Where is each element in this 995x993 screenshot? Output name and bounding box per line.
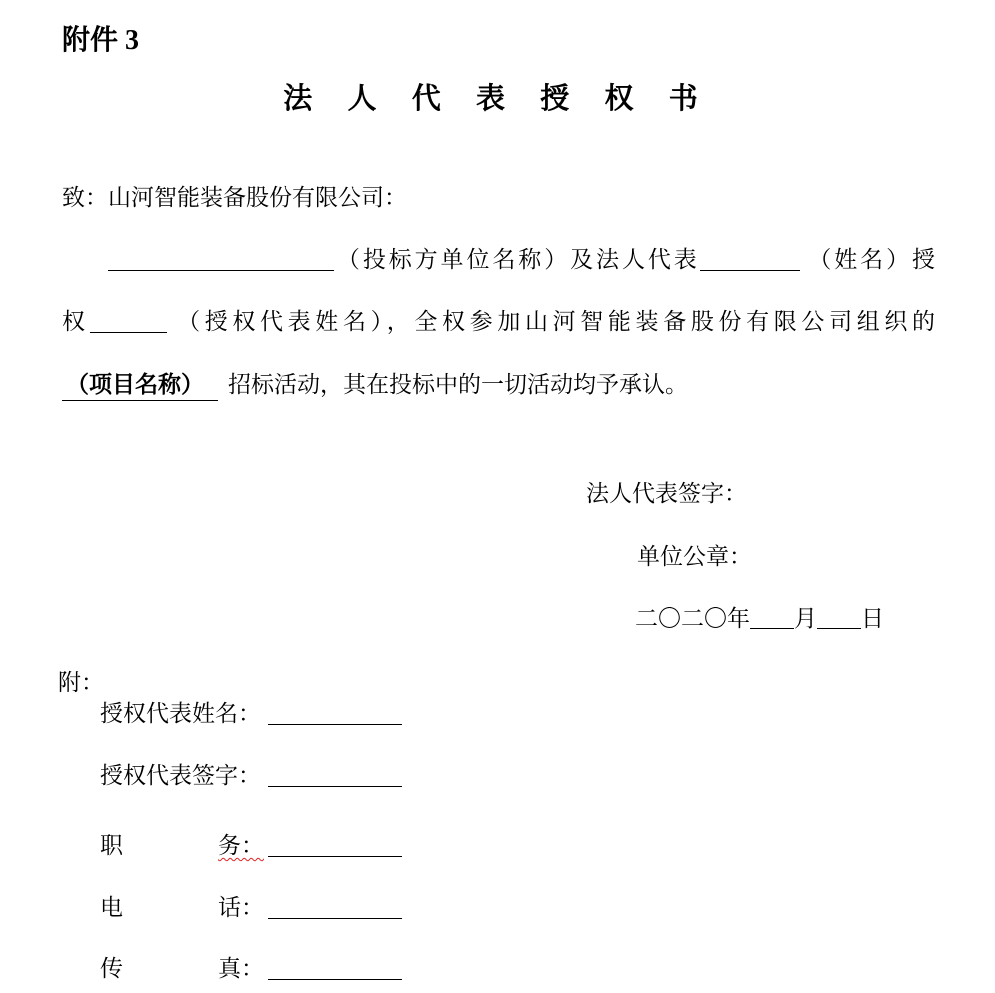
attachment-label: 附件 3 [62,25,140,56]
paragraph-line-2-text-2: （授权代表姓名），全权参加山河智能装备股份有限公司组织的 [177,309,936,334]
fill-blank-authorized-rep-name [90,314,167,333]
appendix-item-label-first: 职 [100,833,123,858]
appendix-item-fax [100,954,402,984]
fill-blank-fax [268,961,402,980]
paragraph-line-3 [62,370,935,400]
appendix-item-rep-signature [100,761,402,791]
fill-blank-job-title [268,838,402,857]
date-line [635,605,884,633]
fill-blank-bidder-name [108,252,334,271]
paragraph-line-2-text-1: 权 [62,309,90,334]
document-title: 法 人 代 表 授 权 书 [283,83,712,115]
appendix-heading: 附： [58,670,104,695]
fill-blank-rep-signature [268,768,402,787]
company-seal-label: 单位公章： [637,544,752,569]
project-name-field: （项目名称） [62,372,218,401]
appendix-item-phone [100,893,402,923]
appendix-item-job-title [100,831,402,861]
paragraph-line-2 [62,307,935,337]
paragraph-line-1 [62,245,935,275]
appendix-item-label-second: 话： [218,895,264,920]
paragraph-line-1-text-2: （姓名）授 [808,247,936,272]
date-month-label: 月 [794,606,817,631]
spellcheck-flagged-text: 务： [218,833,264,858]
legal-rep-signature-label: 法人代表签字： [586,481,747,506]
first-line-indent [62,266,108,267]
appendix-item-label [100,893,264,923]
appendix-item-label-first: 传 [100,956,123,981]
appendix-item-label-text: 授权代表签字： [100,763,261,788]
fill-blank-phone [268,900,402,919]
fill-blank-month [750,610,794,629]
paragraph-line-3-text: 招标活动，其在投标中的一切活动均予承认。 [228,372,688,397]
fill-blank-legal-rep-name [700,252,800,271]
appendix-item-label [100,699,264,729]
fill-blank-rep-name [268,706,402,725]
appendix-item-label-first: 电 [100,895,123,920]
salutation: 致：山河智能装备股份有限公司： [62,185,407,210]
paragraph-line-1-text-1: （投标方单位名称）及法人代表 [334,247,700,272]
fill-blank-day [817,610,861,629]
appendix-item-label [100,761,264,791]
appendix-item-label-second: 真： [218,956,264,981]
date-day-label: 日 [861,606,884,631]
date-year: 二〇二〇年 [635,606,750,631]
appendix-item-label [100,831,264,861]
appendix-item-label-text: 授权代表姓名： [100,701,261,726]
appendix-item-label [100,954,264,984]
appendix-item-rep-name [100,699,402,729]
